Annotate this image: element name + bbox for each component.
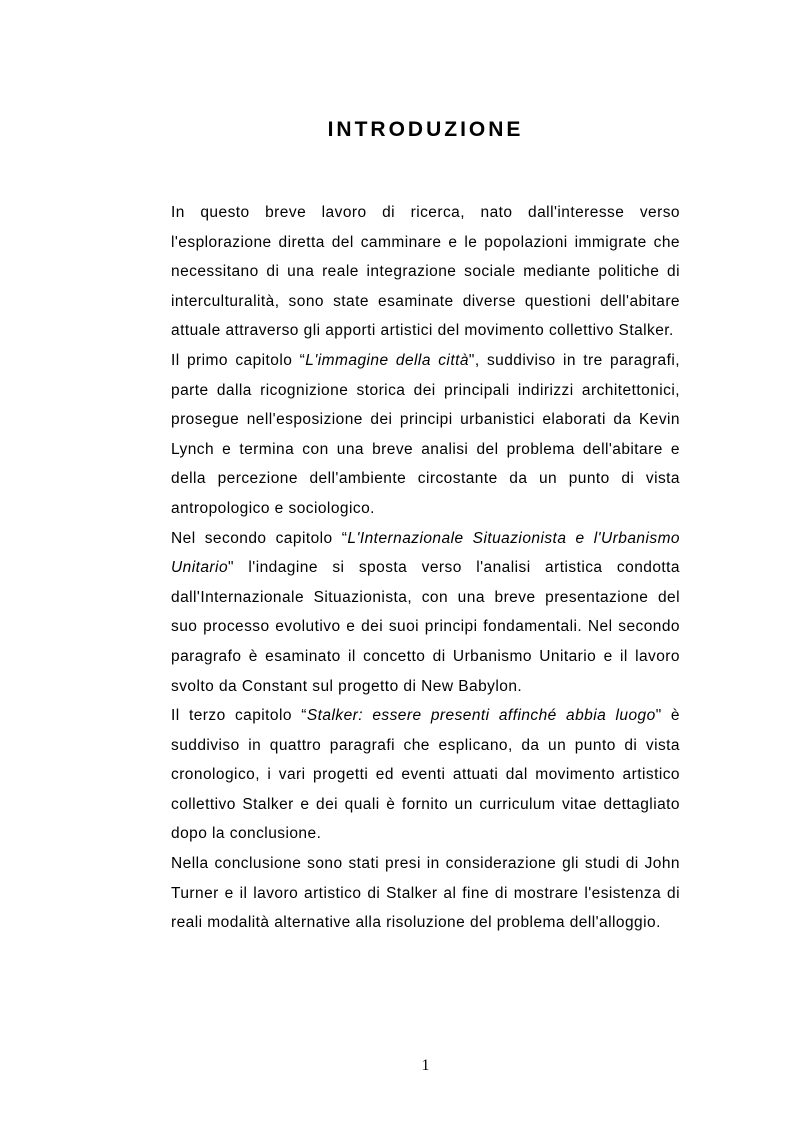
paragraph-4 <box>171 701 680 849</box>
body-text <box>171 198 680 938</box>
paragraph-2-rest: ", suddiviso in tre paragrafi, parte dalla ricognizione storica dei principali indirizzi architettonici, prosegue nell'esposizione dei principi urbanistici elaborati da Kevin Lynch e termina con una breve analisi del problema dell'abitare e della percezione dell'ambiente circostante da un punto di vista antropologico e sociologico. <box>171 351 680 517</box>
paragraph-3-rest: " l'indagine si sposta verso l'analisi artistica condotta dall'Internazionale Situazionista, con una breve presentazione del suo processo evolutivo e dei suoi principi fondamentali. Nel secondo paragrafo è esaminato il concetto di Urbanismo Unitario e il lavoro svolto da Constant sul progetto di New Babylon. <box>171 559 680 695</box>
chapter-3-title: Stalker: essere presenti affinché abbia luogo <box>306 707 656 725</box>
paragraph-3 <box>171 524 680 702</box>
chapter-2-title: L'Internazionale Situazionista e l'Urbanismo Unitario <box>171 529 680 577</box>
paragraph-1: In questo breve lavoro di ricerca, nato dall'interesse verso l'esplorazione diretta del camminare e le popolazioni immigrate che necessitano di una reale integrazione sociale mediante politiche di interculturalità, sono state esaminate diverse questioni dell'abitare attuale attraverso gli apporti artistici del movimento collettivo Stalker. <box>171 204 680 340</box>
paragraph-2-lead: Il primo capitolo “ <box>171 351 306 369</box>
paragraph-3-lead: Nel secondo capitolo “ <box>171 529 348 547</box>
page-number: 1 <box>421 1057 430 1074</box>
chapter-1-title: L'immagine della città <box>305 351 469 369</box>
paragraph-4-rest: " è suddiviso in quattro paragrafi che esplicano, da un punto di vista cronologico, i vari progetti ed eventi attuati dal movimento artistico collettivo Stalker e dei quali è fornito un curriculum vitae dettagliato dopo la conclusione. <box>171 707 681 843</box>
paragraph-5: Nella conclusione sono stati presi in considerazione gli studi di John Turner e il lavoro artistico di Stalker al fine di mostrare l'esistenza di reali modalità alternative alla risoluzione del problema dell'alloggio. <box>171 855 680 932</box>
page-title: INTRODUZIONE <box>327 118 524 141</box>
paragraph-4-lead: Il terzo capitolo “ <box>171 707 307 725</box>
paragraph-2 <box>171 346 680 524</box>
